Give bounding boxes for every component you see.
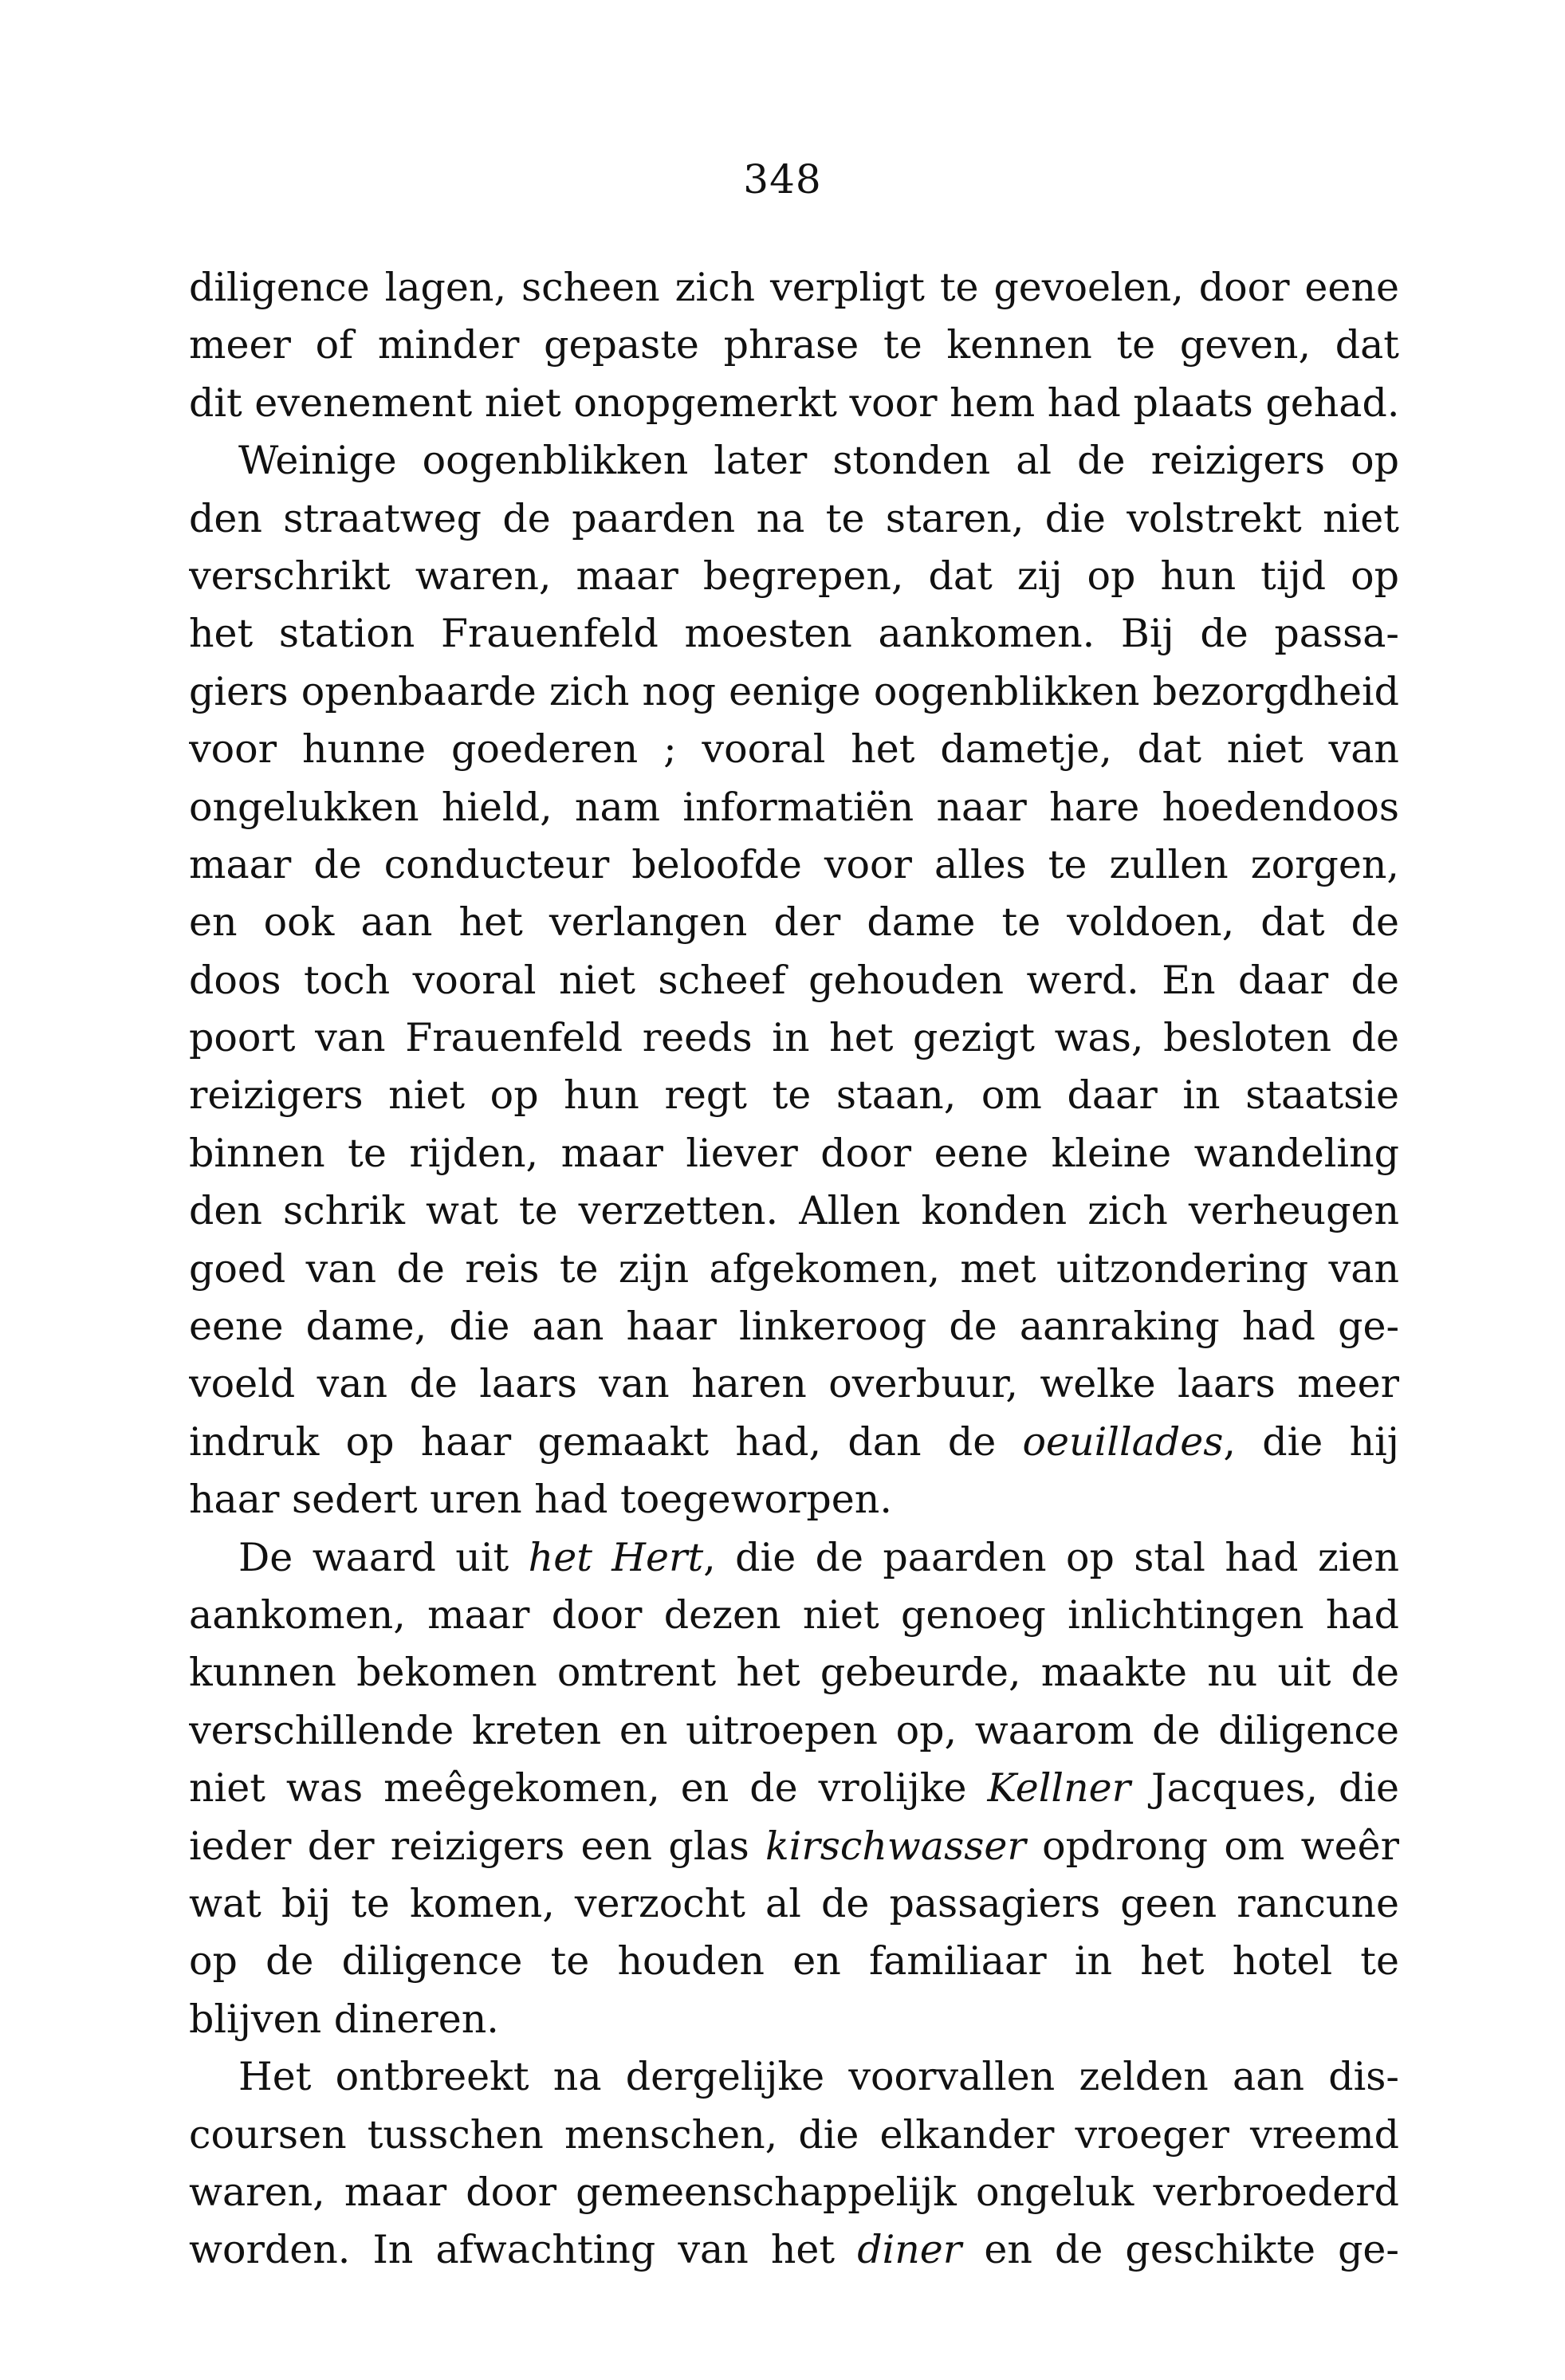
text-segment: verschillende kreten en uitroepen op, waarom de diligence [189,1707,1399,1753]
text-line [189,952,1399,1009]
text-line [189,605,1399,663]
italic-phrase: diner [857,2227,962,2273]
text-line [189,1991,1399,2048]
text-segment: worden. In afwachting van het [189,2227,858,2273]
text-segment: Jacques, die [1130,1765,1399,1812]
text-line [189,1355,1399,1413]
text-segment: verschrikt waren, maar begrepen, dat zij op hun tijd op [189,553,1399,599]
body-text [189,259,1399,2280]
text-segment: meer of minder gepaste phrase te kennen te geven, dat [189,322,1399,368]
text-line [189,894,1399,951]
text-segment: De waard uit [238,1534,529,1580]
text-segment: , die de paarden op stal had zien [703,1534,1399,1580]
text-segment: reizigers niet op hun regt te staan, om daar in staatsie [189,1072,1399,1119]
text-segment: blijven dineren. [189,1996,499,2042]
text-line [189,1067,1399,1124]
text-line [189,1818,1399,1875]
text-segment: eene dame, die aan haar linkeroog de aanraking had ge- [189,1304,1399,1350]
text-segment: op de diligence te houden en familiaar in het hotel te [189,1938,1399,1985]
text-line [189,548,1399,605]
text-line [189,1298,1399,1355]
text-segment: indruk op haar gemaakt had, dan de [189,1418,1023,1465]
text-line [189,1587,1399,1644]
text-line [189,1182,1399,1240]
text-line [189,375,1399,432]
text-segment: ieder der reizigers een glas [189,1823,765,1869]
text-line [189,490,1399,548]
text-segment: en de geschikte ge- [961,2227,1399,2273]
text-line [189,1644,1399,1701]
text-line [189,1760,1399,1817]
text-line [189,1009,1399,1067]
text-segment: goed van de reis te zijn afgekomen, met uitzondering van [189,1245,1399,1292]
text-line [189,432,1399,490]
text-segment: dit evenement niet onopgemerkt voor hem had plaats gehad. [189,380,1399,426]
text-segment: voeld van de laars van haren overbuur, welke laars meer [189,1361,1399,1407]
text-line [189,1933,1399,1990]
text-segment: haar sedert uren had toegeworpen. [189,1477,892,1523]
text-segment: binnen te rijden, maar liever door eene kleine wandeling [189,1130,1399,1176]
text-line [189,836,1399,894]
text-line [189,721,1399,778]
text-line [189,1471,1399,1528]
text-segment: , die hij [1223,1418,1399,1465]
text-line [189,1875,1399,1933]
text-segment: niet was meêgekomen, en de vrolijke [189,1765,988,1812]
text-line [189,2164,1399,2221]
italic-phrase: oeuillades [1022,1418,1224,1465]
text-segment: den schrik wat te verzetten. Allen konden zich verheugen [189,1188,1399,1234]
text-segment: voor hunne goederen ; vooral het dametje, dat niet van [189,726,1399,773]
text-line [189,1702,1399,1760]
text-segment: coursen tusschen menschen, die elkander vroeger vreemd [189,2111,1399,2158]
text-segment: poort van Frauenfeld reeds in het gezigt was, besloten de [189,1015,1399,1061]
text-line [189,1529,1399,1587]
text-segment: waren, maar door gemeenschappelijk ongeluk verbroederd [189,2169,1399,2215]
text-segment: den straatweg de paarden na te staren, die volstrekt niet [189,495,1399,541]
text-line [189,1241,1399,1298]
text-segment: Het ontbreekt na dergelijke voorvallen zelden aan dis- [238,2054,1399,2100]
text-line [189,663,1399,721]
text-segment: doos toch vooral niet scheef gehouden werd. En daar de [189,957,1399,1003]
text-segment: Weinige oogenblikken later stonden al de reizigers op [238,438,1399,484]
text-segment: diligence lagen, scheen zich verpligt te gevoelen, door eene [189,265,1399,310]
text-line [189,1414,1399,1471]
text-segment: wat bij te komen, verzocht al de passagiers geen rancune [189,1880,1399,1926]
text-segment: kunnen bekomen omtrent het gebeurde, maakte nu uit de [189,1650,1399,1696]
italic-phrase: Kellner [987,1765,1131,1812]
text-segment: ongelukken hield, nam informatiën naar hare hoedendoos [189,784,1399,830]
italic-phrase: het Hert [528,1534,704,1580]
text-line [189,2221,1399,2279]
text-segment: maar de conducteur beloofde voor alles te zullen zorgen, [189,841,1399,887]
text-line [189,2107,1399,2164]
italic-phrase: kirschwasser [765,1823,1026,1869]
page-number: 348 [743,156,822,203]
text-line [189,2048,1399,2106]
text-segment: opdrong om weêr [1025,1823,1399,1869]
text-line [189,259,1399,317]
text-line [189,317,1399,374]
text-line [189,1125,1399,1182]
text-segment: en ook aan het verlangen der dame te voldoen, dat de [189,899,1399,946]
text-segment: aankomen, maar door dezen niet genoeg inlichtingen had [189,1591,1399,1638]
text-line [189,779,1399,836]
text-segment: het station Frauenfeld moesten aankomen. Bij de passa- [189,611,1399,657]
text-segment: giers openbaarde zich nog eenige oogenblikken bezorgdheid [189,668,1399,714]
